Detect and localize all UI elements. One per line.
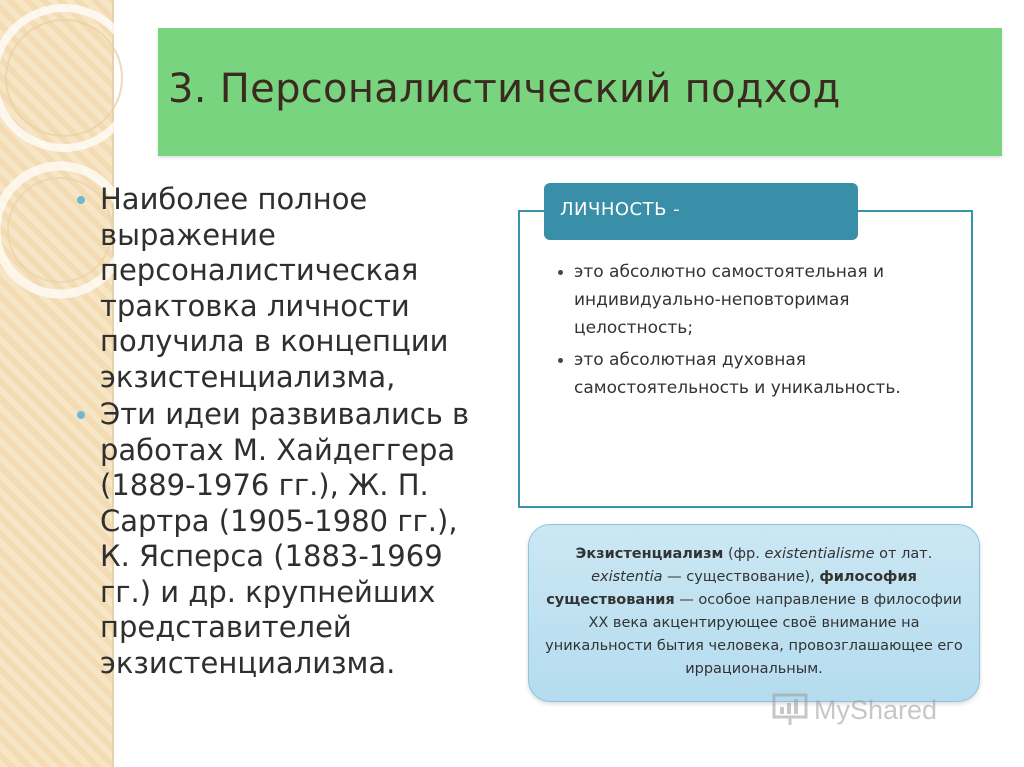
definition-item-2-text: это абсолютная духовная самостоятельность и уникальность. <box>574 350 901 398</box>
main-bullet-list <box>70 182 490 683</box>
definition-item-1 <box>556 258 956 342</box>
existentialism-term-2: философия существования <box>546 569 917 608</box>
existentialism-lat: existentia <box>591 569 663 585</box>
presentation-icon <box>772 693 808 727</box>
existentialism-text-3: — существование), <box>662 569 820 585</box>
definition-heading: ЛИЧНОСТЬ - <box>544 183 858 240</box>
main-bullet-1 <box>70 182 490 395</box>
slide-title: 3. Персоналистический подход <box>168 66 841 112</box>
definition-item-1-text: это абсолютно самостоятельная и индивидуально-неповторимая целостность; <box>574 262 885 338</box>
existentialism-text-1: (фр. <box>723 546 765 562</box>
watermark-text: MyShared <box>814 694 938 725</box>
bullet-dot-icon <box>77 196 85 204</box>
definition-list <box>556 258 956 406</box>
existentialism-text-2: от лат. <box>874 546 933 562</box>
main-bullet-2 <box>70 397 490 681</box>
definition-item-2 <box>556 346 956 402</box>
existentialism-text-4: — особое направление в философии XX века акцентирующее своё внимание на уникальности бытия человека, провозглашающее его иррациональным. <box>545 592 963 677</box>
watermark <box>772 690 937 730</box>
existentialism-fr: existentialisme <box>764 546 875 562</box>
bullet-dot-icon <box>77 411 85 419</box>
bullet-dot-icon <box>558 358 563 363</box>
main-bullet-2-text: Эти идеи развивались в работах М. Хайдеггера (1889-1976 гг.), Ж. П. Сартра (1905-1980 гг.), К. Ясперса (1883-1969 гг.) и др. крупнейших представителей экзистенциализма. <box>100 397 470 680</box>
bullet-dot-icon <box>558 270 563 275</box>
main-bullet-1-text: Наиболее полное выражение персоналистическая трактовка личности получила в концепции экзистенциализма, <box>100 182 449 394</box>
existentialism-term: Экзистенциализм <box>575 546 724 562</box>
existentialism-info-box <box>528 524 980 702</box>
